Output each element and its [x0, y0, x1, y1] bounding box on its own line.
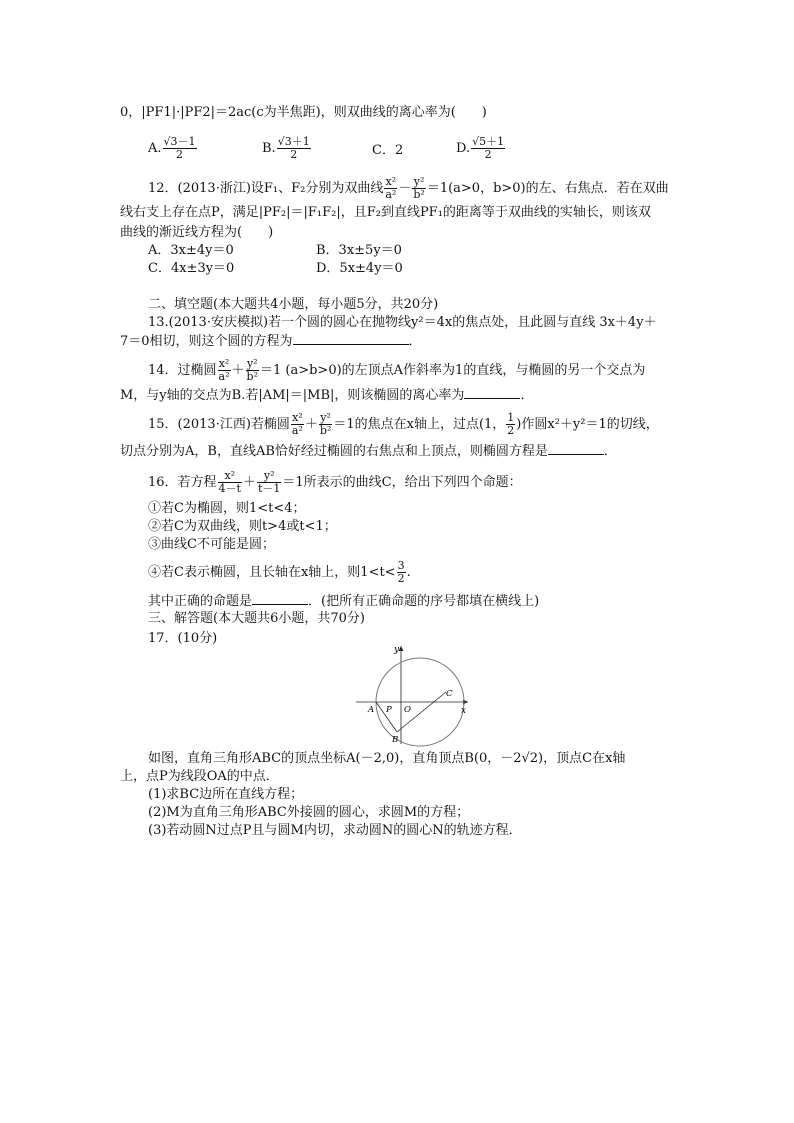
section-2-heading: 二、填空题(本大题共4小题，每小题5分，共20分) — [148, 297, 439, 312]
label-x: x — [461, 706, 467, 716]
q12-option-b: B．3x±5y＝0 — [316, 243, 402, 258]
q11-text: 0，|PF1|·|PF2|＝2ac(c为半焦距)，则双曲线的离心率为( ) — [120, 105, 487, 120]
q16-proposition-4: ④若C表示椭圆，且长轴在x轴上，则1<t< $\frac{3}{2}$ . — [148, 559, 411, 585]
label-b: B — [392, 735, 399, 745]
q12-line2: 线右支上存在点P，满足|PF₂|＝|F₁F₂|，且F₂到直线PF₁的距离等于双曲线的实轴长，则该双 — [120, 205, 651, 220]
y-axis-arrow — [399, 646, 404, 651]
label-o: O — [404, 705, 411, 715]
q14-line2: M，与y轴的交点为B.若|AM|＝|MB|，则该椭圆的离心率为 ． — [120, 388, 534, 403]
q12-option-c: C．4x±3y＝0 — [148, 261, 235, 276]
q17-line1: 如图，直角三角形ABC的顶点坐标A(－2,0)，直角顶点B(0，－2√2)，顶点C在x轴 — [148, 751, 626, 766]
q17-subquestion-3: (3)若动圆N过点P且与圆M内切，求动圆N的圆心N的轨迹方程． — [148, 823, 522, 838]
section-3-heading: 三、解答题(本大题共6小题，共70分) — [148, 611, 365, 626]
q17-subquestion-2: (2)M为直角三角形ABC外接圆的圆心，求圆M的方程； — [148, 805, 470, 820]
q16-proposition-1: ①若C为椭圆，则1<t<4； — [148, 501, 306, 516]
q17-figure — [350, 640, 478, 748]
label-c: C — [446, 689, 453, 699]
q13-line2: 7＝0相切，则这个圆的方程为 ． — [120, 334, 422, 349]
q13-line1: 13.(2013·安庆模拟)若一个圆的圆心在抛物线y²＝4x的焦点处，且此圆与直线 3x＋4y＋ — [148, 315, 657, 330]
q15-line2: 切点分别为A，B，直线AB恰好经过椭圆的右焦点和上顶点，则椭圆方程是 ． — [120, 444, 617, 459]
q15-line1: 15．(2013·江西)若椭圆 $\frac{\text{x²}}{\text{a²}}$ ＋ $\frac{\text{y²}}{\text{b²}}$ ＝1的焦点在x轴上，过点(1， $\frac{1}{2}$ )作圆x²＋y²＝1的切线， — [148, 411, 659, 437]
q17-subquestion-1: (1)求BC边所在直线方程； — [148, 787, 304, 802]
q12-line3: 曲线的渐近线方程为( ) — [120, 225, 274, 240]
q11-option-c: C．2 — [372, 143, 404, 158]
label-y: y — [394, 645, 400, 655]
label-p: P — [386, 705, 392, 715]
q17-line2: 上，点P为线段OA的中点． — [120, 769, 279, 784]
q12-option-a: A．3x±4y＝0 — [148, 243, 234, 258]
q16-proposition-2: ②若C为双曲线，则t>4或t<1； — [148, 519, 337, 534]
q12-line1: 12．(2013·浙江)设F₁、F₂分别为双曲线 $\frac{\text{x²}}{\text{a²}}$ － $\frac{\text{y²}}{\text{b²}}$ ＝1(a>0，b>0)的左、右焦点．若在双曲 — [148, 175, 669, 201]
q11-option-d: D. $\frac{√5+1}{2}$ — [456, 135, 505, 161]
q12-option-d: D．5x±4y＝0 — [316, 261, 403, 276]
q16-answer-line: 其中正确的命题是 ．(把所有正确命题的序号都填在横线上) — [148, 594, 540, 609]
label-a: A — [368, 705, 375, 715]
q14-line1: 14．过椭圆 $\frac{\text{x²}}{\text{a²}}$ ＋ $\frac{\text{y²}}{\text{b²}}$ ＝1 (a>b>0)的左顶点A作斜率为1的直线，与椭圆的另一个交点为 — [148, 357, 646, 383]
q16-proposition-3: ③曲线C不可能是圆； — [148, 537, 275, 552]
q16-line1: 16．若方程 $\frac{\text{x²}}{4-t}$ ＋ $\frac{\text{y²}}{t-1}$ ＝1所表示的曲线C，给出下列四个命题： — [148, 469, 522, 495]
q11-option-a: A. $\frac{√3-1}{2}$ — [148, 135, 196, 161]
q17-header: 17．(10分) — [148, 631, 218, 646]
q11-option-b: B. $\frac{√3+1}{2}$ — [262, 135, 310, 161]
